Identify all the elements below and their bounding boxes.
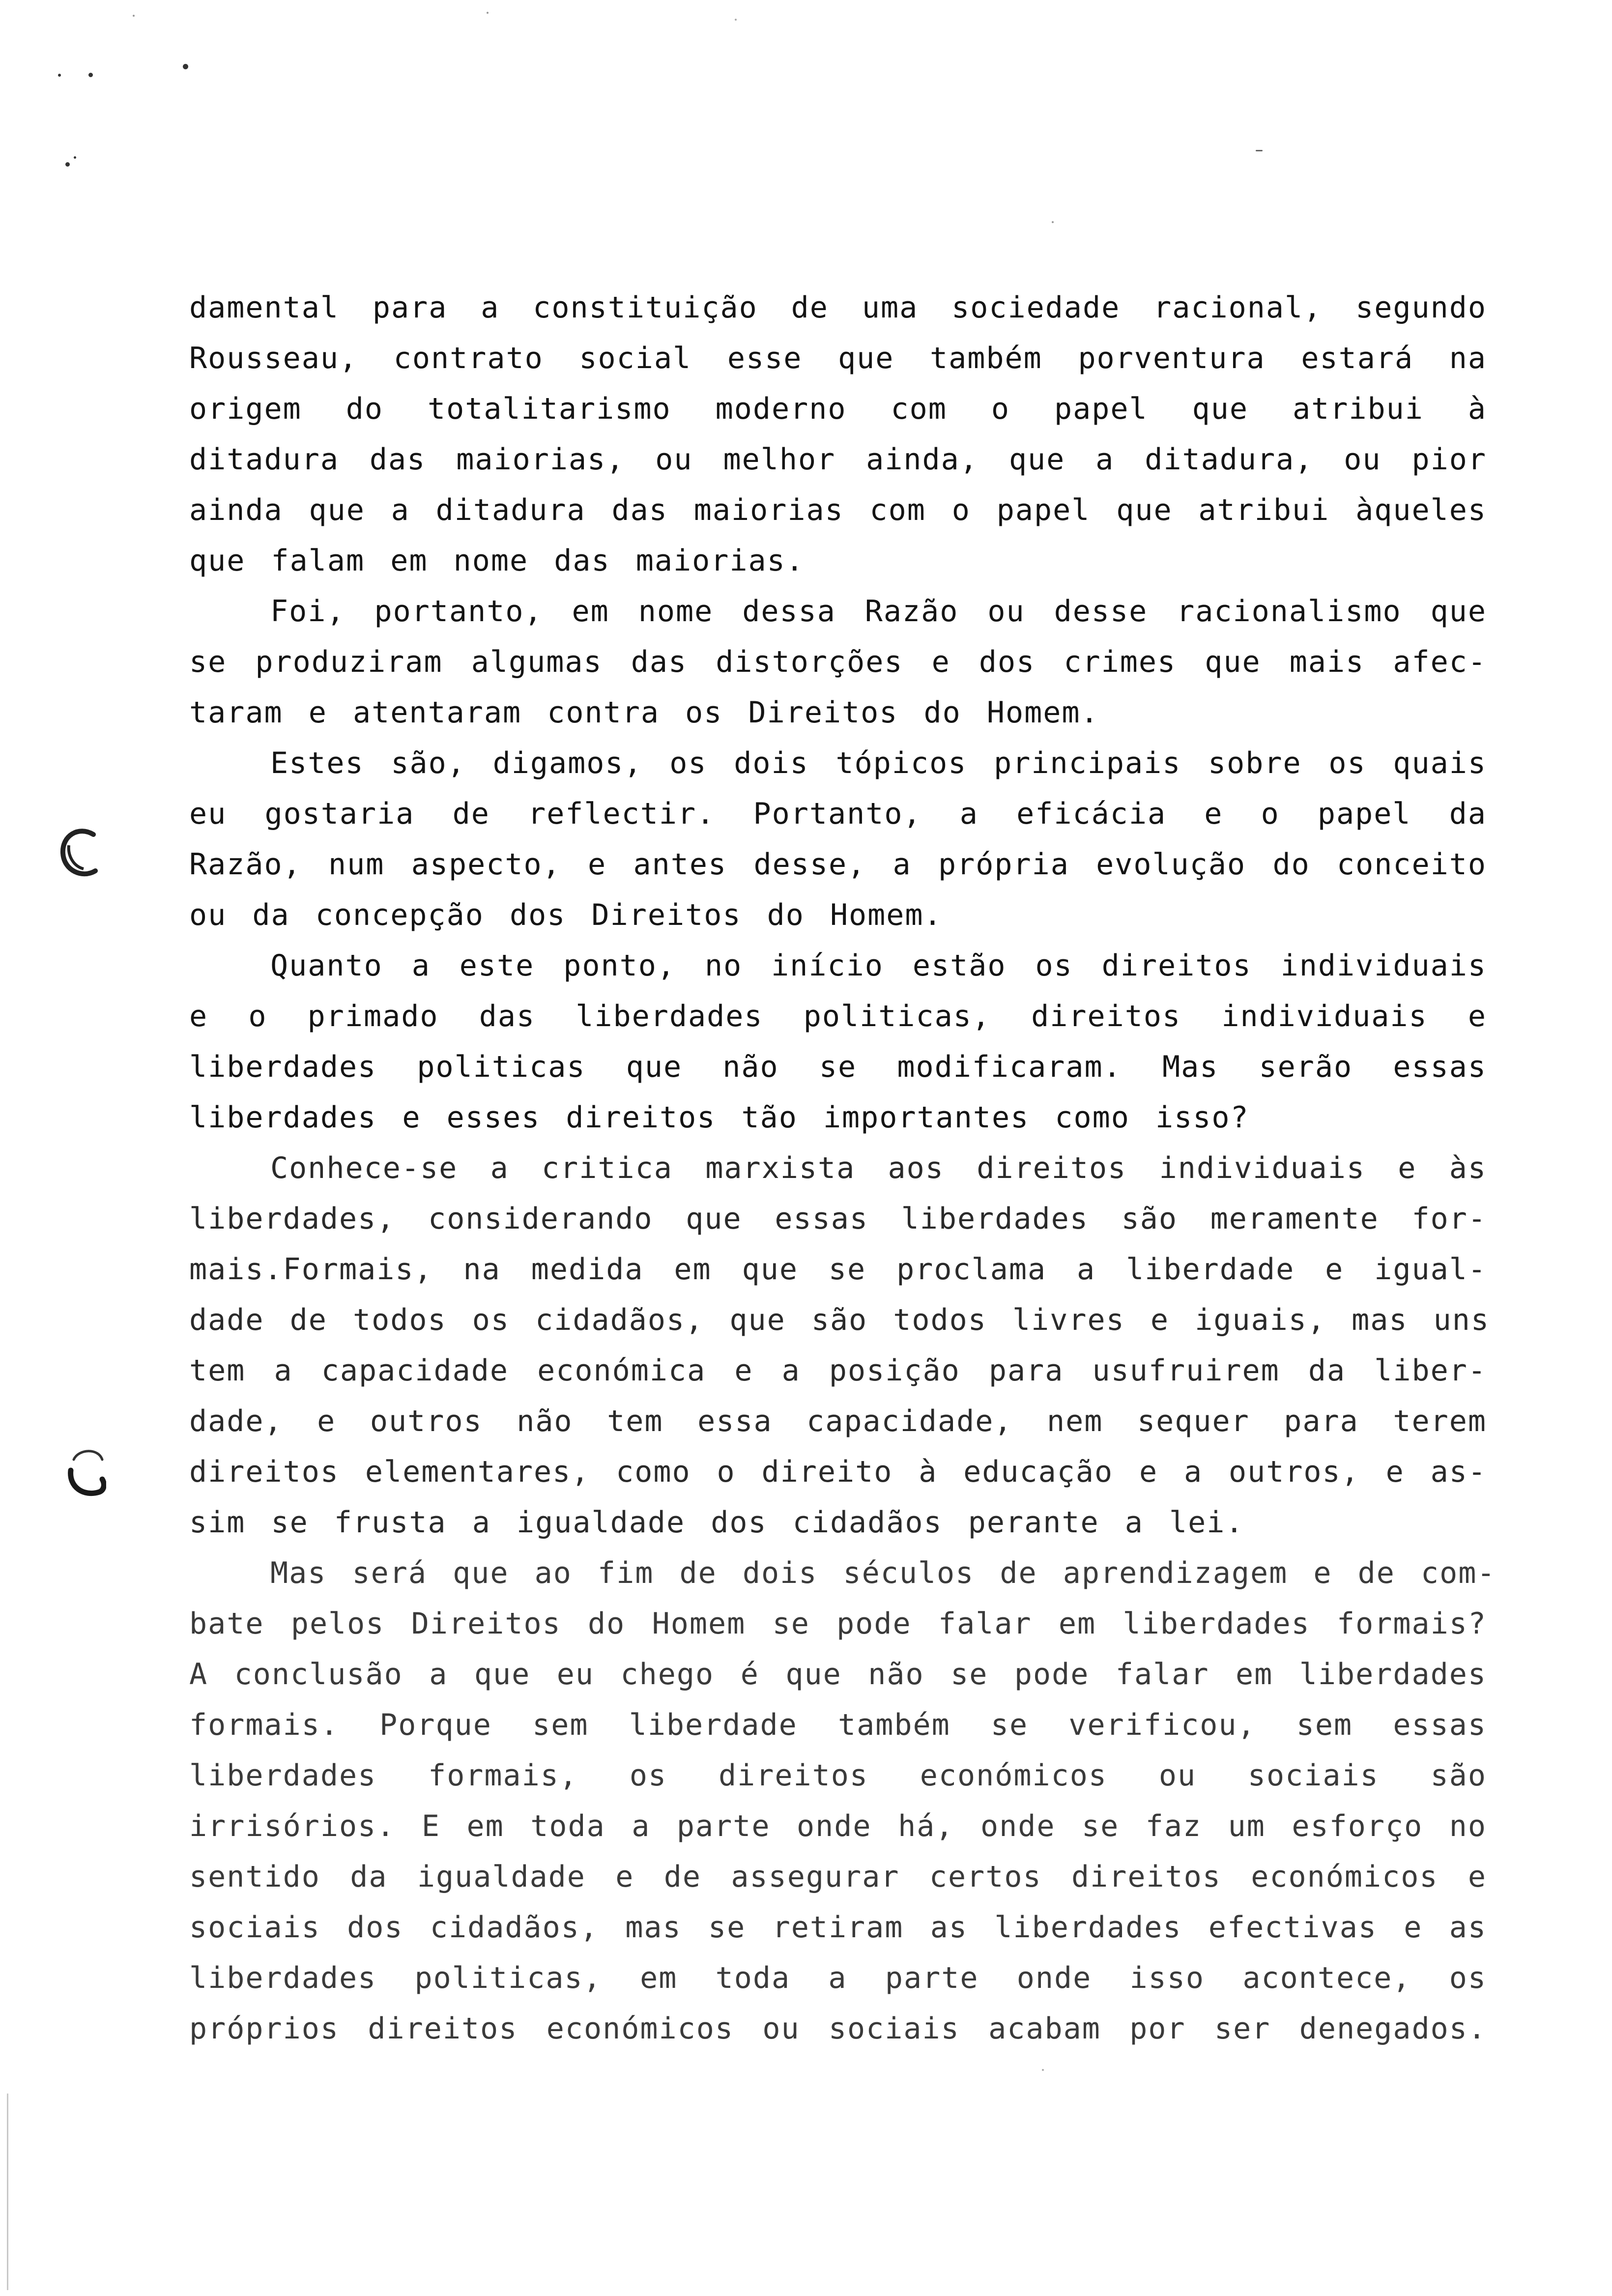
text-line: irrisórios. E em toda a parte onde há, onde se faz um esforço no [189, 1809, 1487, 1843]
text-line: ainda que a ditadura das maiorias com o papel que atribui àqueles [189, 493, 1487, 527]
text-line: Mas será que ao fim de dois séculos de aprendizagem e de com- [270, 1556, 1496, 1590]
scan-speck [88, 73, 93, 77]
text-line: que falam em nome das maiorias. [189, 544, 805, 578]
text-line: eu gostaria de reflectir. Portanto, a eficácia e o papel da [189, 797, 1487, 831]
text-line: tem a capacidade económica e a posição para usufruirem da liber- [189, 1353, 1487, 1388]
text-line: se produziram algumas das distorções e dos crimes que mais afec- [189, 645, 1487, 679]
scan-speck [65, 162, 70, 167]
scan-speck [735, 19, 737, 21]
punch-hole-mark [59, 826, 101, 880]
text-line: Conhece-se a critica marxista aos direitos individuais e às [270, 1151, 1487, 1185]
scan-speck [487, 12, 489, 14]
text-line: bate pelos Direitos do Homem se pode falar em liberdades formais? [189, 1607, 1487, 1641]
scan-speck [1052, 221, 1054, 223]
scan-speck [183, 64, 188, 69]
text-line: e o primado das liberdades politicas, direitos individuais e [189, 999, 1487, 1033]
text-line: Razão, num aspecto, e antes desse, a própria evolução do conceito [189, 847, 1487, 882]
scan-speck [1042, 2069, 1044, 2071]
text-line: dade, e outros não tem essa capacidade, nem sequer para terem [189, 1404, 1487, 1438]
text-line: ditadura das maiorias, ou melhor ainda, que a ditadura, ou pior [189, 442, 1487, 477]
text-line: direitos elementares, como o direito à educação e a outros, e as- [189, 1455, 1487, 1489]
text-line: próprios direitos económicos ou sociais acabam por ser denegados. [189, 2011, 1487, 2046]
text-line: formais. Porque sem liberdade também se verificou, sem essas [189, 1708, 1487, 1742]
scan-speck [133, 15, 135, 17]
text-line: damental para a constituição de uma sociedade racional, segundo [189, 290, 1487, 325]
text-line: taram e atentaram contra os Direitos do Homem. [189, 695, 1099, 730]
text-line: Foi, portanto, em nome dessa Razão ou desse racionalismo que [270, 594, 1487, 629]
punch-hole-mark [64, 1445, 106, 1499]
text-line: liberdades politicas, em toda a parte onde isso acontece, os [189, 1961, 1487, 1995]
text-line: origem do totalitarismo moderno com o papel que atribui à [189, 392, 1487, 426]
body-text [189, 283, 1496, 2054]
text-line: Quanto a este ponto, no início estão os direitos individuais [270, 948, 1487, 983]
text-line: liberdades e esses direitos tão importantes como isso? [189, 1100, 1249, 1135]
scan-speck [58, 74, 61, 77]
text-line: sentido da igualdade e de assegurar certos direitos económicos e [189, 1860, 1487, 1894]
text-line: ou da concepção dos Direitos do Homem. [189, 898, 943, 932]
scan-speck [74, 156, 76, 159]
scan-speck [1256, 150, 1263, 151]
text-line: sociais dos cidadãos, mas se retiram as liberdades efectivas e as [189, 1910, 1487, 1945]
scan-edge-line [7, 2094, 8, 2290]
text-line: A conclusão a que eu chego é que não se pode falar em liberdades [189, 1657, 1487, 1692]
text-line: Estes são, digamos, os dois tópicos principais sobre os quais [270, 746, 1487, 780]
text-line: mais.Formais, na medida em que se proclama a liberdade e igual- [189, 1252, 1487, 1287]
text-line: Rousseau, contrato social esse que também porventura estará na [189, 341, 1487, 375]
text-line: sim se frusta a igualdade dos cidadãos perante a lei. [189, 1505, 1244, 1540]
text-line: liberdades politicas que não se modificaram. Mas serão essas [189, 1050, 1487, 1084]
text-line: liberdades, considerando que essas liberdades são meramente for- [189, 1202, 1487, 1236]
text-line: dade de todos os cidadãos, que são todos livres e iguais, mas uns [189, 1303, 1490, 1337]
text-line: liberdades formais, os direitos económicos ou sociais são [189, 1758, 1487, 1793]
